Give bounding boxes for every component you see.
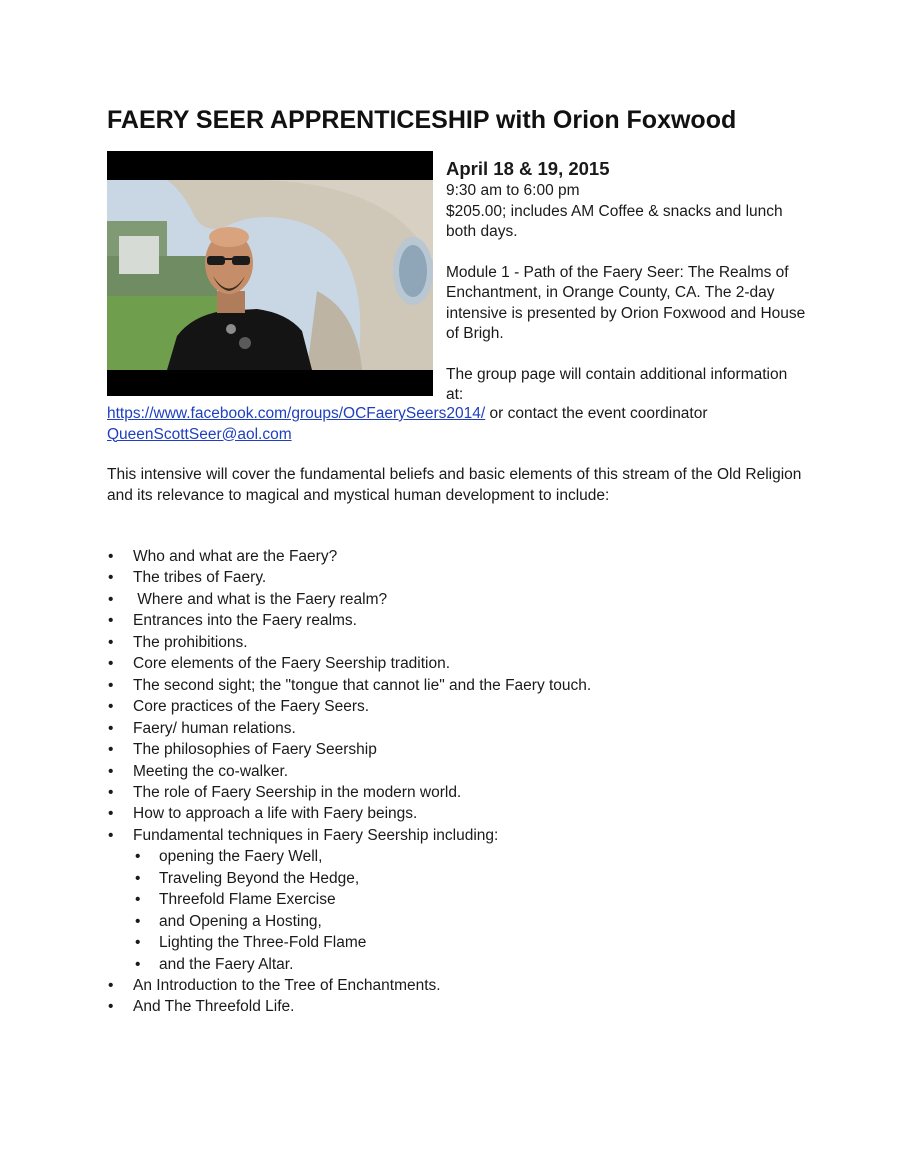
topic-text: The role of Faery Seership in the modern world.: [133, 783, 462, 801]
coordinator-email-link[interactable]: QueenScottSeer@aol.com: [107, 425, 292, 443]
topic-text: Core elements of the Faery Seership tradition.: [133, 655, 451, 673]
topic-text: The philosophies of Faery Seership: [133, 741, 377, 759]
paragraph-gap: [446, 243, 806, 263]
topic-text: And The Threefold Life.: [133, 998, 295, 1016]
list-item: [107, 975, 807, 996]
subtopic-text: and Opening a Hosting,: [159, 912, 322, 930]
list-item: [107, 996, 807, 1017]
list-item: [107, 610, 807, 631]
page-title: FAERY SEER APPRENTICESHIP with Orion Foxwood: [107, 106, 737, 134]
bullet-icon: •: [135, 912, 141, 930]
closing-topic-list: [107, 975, 807, 1018]
list-item: [107, 589, 807, 610]
event-date: April 18 & 19, 2015: [446, 158, 610, 179]
group-page-link[interactable]: https://www.facebook.com/groups/OCFaerySeers2014/: [107, 405, 486, 422]
bullet-icon: •: [108, 698, 114, 716]
bullet-icon: •: [108, 826, 114, 844]
bullet-icon: •: [108, 590, 114, 608]
list-item: [107, 954, 807, 975]
paragraph-gap: [446, 345, 806, 365]
bullet-icon: •: [108, 719, 114, 737]
list-item: [107, 761, 807, 782]
bullet-icon: •: [108, 569, 114, 587]
topic-text: An Introduction to the Tree of Enchantments.: [133, 977, 441, 994]
event-time: 9:30 am to 6:00 pm: [446, 182, 580, 199]
list-item: [107, 803, 807, 824]
list-item: [107, 675, 807, 696]
topic-text: The tribes of Faery.: [133, 569, 267, 587]
list-item: [107, 653, 807, 674]
technique-sublist: [107, 846, 807, 975]
bullet-icon: •: [108, 762, 114, 780]
topic-text: Meeting the co-walker.: [133, 762, 289, 780]
topic-text: Entrances into the Faery realms.: [133, 612, 357, 630]
list-item: [107, 567, 807, 588]
subtopic-text: and the Faery Altar.: [159, 955, 294, 973]
event-module: Module 1 - Path of the Faery Seer: The Realms of Enchantment, in Orange County, CA. The 2-day intensive is presented by Orion Foxwood and House of Brigh.: [446, 263, 806, 342]
contact-text: or contact the event coordinator: [485, 405, 708, 422]
bullet-icon: •: [135, 891, 141, 909]
bullet-icon: •: [108, 655, 114, 673]
topic-list: [107, 546, 807, 846]
bullet-icon: •: [108, 548, 114, 565]
topic-text: Fundamental techniques in Faery Seership including:: [133, 826, 499, 844]
bullet-icon: •: [108, 783, 114, 801]
list-item: [107, 825, 807, 846]
topic-text: The prohibitions.: [133, 633, 248, 651]
bullet-icon: •: [108, 805, 114, 823]
list-item: [107, 932, 807, 953]
bullet-icon: •: [108, 676, 114, 694]
list-item: [107, 718, 807, 739]
topic-text: How to approach a life with Faery beings.: [133, 805, 418, 823]
bullet-icon: •: [108, 998, 114, 1016]
subtopic-text: Lighting the Three-Fold Flame: [159, 934, 367, 952]
topic-text: Faery/ human relations.: [133, 719, 296, 737]
list-item: [107, 546, 807, 567]
list-item: [107, 739, 807, 760]
bullet-icon: •: [108, 977, 114, 994]
bullet-icon: •: [108, 741, 114, 759]
bullet-icon: •: [135, 955, 141, 973]
subtopic-text: Traveling Beyond the Hedge,: [159, 869, 360, 887]
bullet-icon: •: [135, 869, 141, 887]
list-item: [107, 846, 807, 867]
list-item: [107, 632, 807, 653]
bullet-icon: •: [108, 633, 114, 651]
topic-text: The second sight; the "tongue that cannot lie" and the Faery touch.: [133, 676, 592, 694]
list-item: [107, 911, 807, 932]
event-price: $205.00; includes AM Coffee & snacks and lunch both days.: [446, 202, 783, 240]
list-item: [107, 696, 807, 717]
list-item: [107, 868, 807, 889]
list-item: [107, 782, 807, 803]
group-page-note: The group page will contain additional information at:: [446, 365, 788, 403]
subtopic-text: Threefold Flame Exercise: [159, 891, 336, 909]
topic-text: Where and what is the Faery realm?: [133, 590, 388, 608]
bullet-icon: •: [108, 612, 114, 630]
list-item: [107, 889, 807, 910]
subtopic-text: opening the Faery Well,: [159, 848, 323, 866]
bullet-icon: •: [135, 848, 141, 866]
bullet-icon: •: [135, 934, 141, 952]
intro-paragraph: This intensive will cover the fundamental beliefs and basic elements of this stream of the Old Religion and its relevance to magical and mystical human development to include:: [107, 466, 802, 504]
event-details: [446, 157, 806, 406]
topic-text: Core practices of the Faery Seers.: [133, 698, 370, 716]
topic-text: Who and what are the Faery?: [133, 548, 338, 565]
presenter-photo: [107, 151, 433, 396]
contact-info: [107, 404, 827, 445]
